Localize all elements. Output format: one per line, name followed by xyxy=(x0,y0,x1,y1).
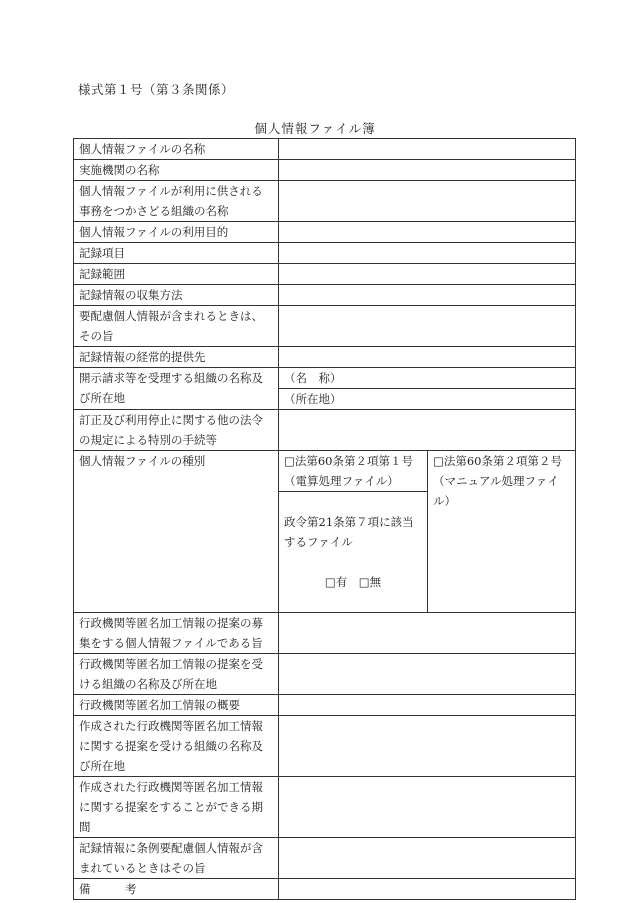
disclosure-org-address-label: （所在地） xyxy=(284,392,342,406)
row-label-remarks: 備 考 xyxy=(74,879,279,900)
field-record-items[interactable] xyxy=(279,243,576,264)
file-type-manual-checkbox[interactable]: □法第60条第２項第２号 （マニュアル処理ファイル） xyxy=(428,451,576,613)
row-label-ordinance-sensitive: 記録情報に条例要配慮個人情報が含 まれているときはその旨 xyxy=(74,838,279,879)
file-type-electronic-checkbox[interactable]: □法第60条第２項第１号 （電算処理ファイル） xyxy=(279,451,428,492)
row-label-file-type: 個人情報ファイルの種別 xyxy=(74,451,279,613)
field-anon-created-period[interactable] xyxy=(279,777,576,838)
row-label-purpose: 個人情報ファイルの利用目的 xyxy=(74,222,279,243)
row-label-file-name: 個人情報ファイルの名称 xyxy=(74,139,279,160)
row-label-anon-created-org: 作成された行政機関等匿名加工情報 に関する提案を受ける組織の名称及 び所在地 xyxy=(74,716,279,777)
ordinance-applicable-label: 政令第21条第７項に該当 するファイル xyxy=(284,515,414,549)
ordinance-applicable-cell xyxy=(279,492,428,613)
row-label-special-procedures: 訂正及び利用停止に関する他の法令 の規定による特別の手続等 xyxy=(74,410,279,451)
register-form-table xyxy=(73,138,576,900)
field-record-scope[interactable] xyxy=(279,264,576,285)
row-label-anon-overview: 行政機関等匿名加工情報の概要 xyxy=(74,695,279,716)
row-label-anon-created-period: 作成された行政機関等匿名加工情報 に関する提案をすることができる期 間 xyxy=(74,777,279,838)
disclosure-org-name-label: （名 称） xyxy=(284,371,342,385)
field-collection-method[interactable] xyxy=(279,285,576,306)
field-anon-overview[interactable] xyxy=(279,695,576,716)
field-sensitive-info[interactable] xyxy=(279,306,576,347)
row-label-anon-proposal-org: 行政機関等匿名加工情報の提案を受 ける組織の名称及び所在地 xyxy=(74,654,279,695)
field-org-in-charge[interactable] xyxy=(279,181,576,222)
page-title: 個人情報ファイル簿 xyxy=(254,121,376,136)
row-label-disclosure-org: 開示請求等を受理する組織の名称及 び所在地 xyxy=(74,368,279,410)
ordinance-choice-checkboxes[interactable]: □有 □無 xyxy=(324,575,382,589)
row-label-org-in-charge: 個人情報ファイルが利用に供される 事務をつかさどる組織の名称 xyxy=(74,181,279,222)
field-anon-solicitation[interactable] xyxy=(279,613,576,654)
field-purpose[interactable] xyxy=(279,222,576,243)
row-label-sensitive-info: 要配慮個人情報が含まれるときは、 その旨 xyxy=(74,306,279,347)
field-disclosure-org-address[interactable] xyxy=(279,389,576,410)
field-anon-proposal-org[interactable] xyxy=(279,654,576,695)
field-special-procedures[interactable] xyxy=(279,410,576,451)
field-anon-created-org[interactable] xyxy=(279,716,576,777)
row-label-agency-name: 実施機関の名称 xyxy=(74,160,279,181)
row-label-record-scope: 記録範囲 xyxy=(74,264,279,285)
field-file-name[interactable] xyxy=(279,139,576,160)
row-label-regular-recipients: 記録情報の経常的提供先 xyxy=(74,347,279,368)
field-ordinance-sensitive[interactable] xyxy=(279,838,576,879)
field-disclosure-org-name[interactable] xyxy=(279,368,576,389)
row-label-record-items: 記録項目 xyxy=(74,243,279,264)
field-remarks[interactable] xyxy=(279,879,576,900)
row-label-anon-solicitation: 行政機関等匿名加工情報の提案の募 集をする個人情報ファイルである旨 xyxy=(74,613,279,654)
field-agency-name[interactable] xyxy=(279,160,576,181)
row-label-collection-method: 記録情報の収集方法 xyxy=(74,285,279,306)
field-regular-recipients[interactable] xyxy=(279,347,576,368)
form-number: 様式第１号（第３条関係） xyxy=(78,82,235,97)
